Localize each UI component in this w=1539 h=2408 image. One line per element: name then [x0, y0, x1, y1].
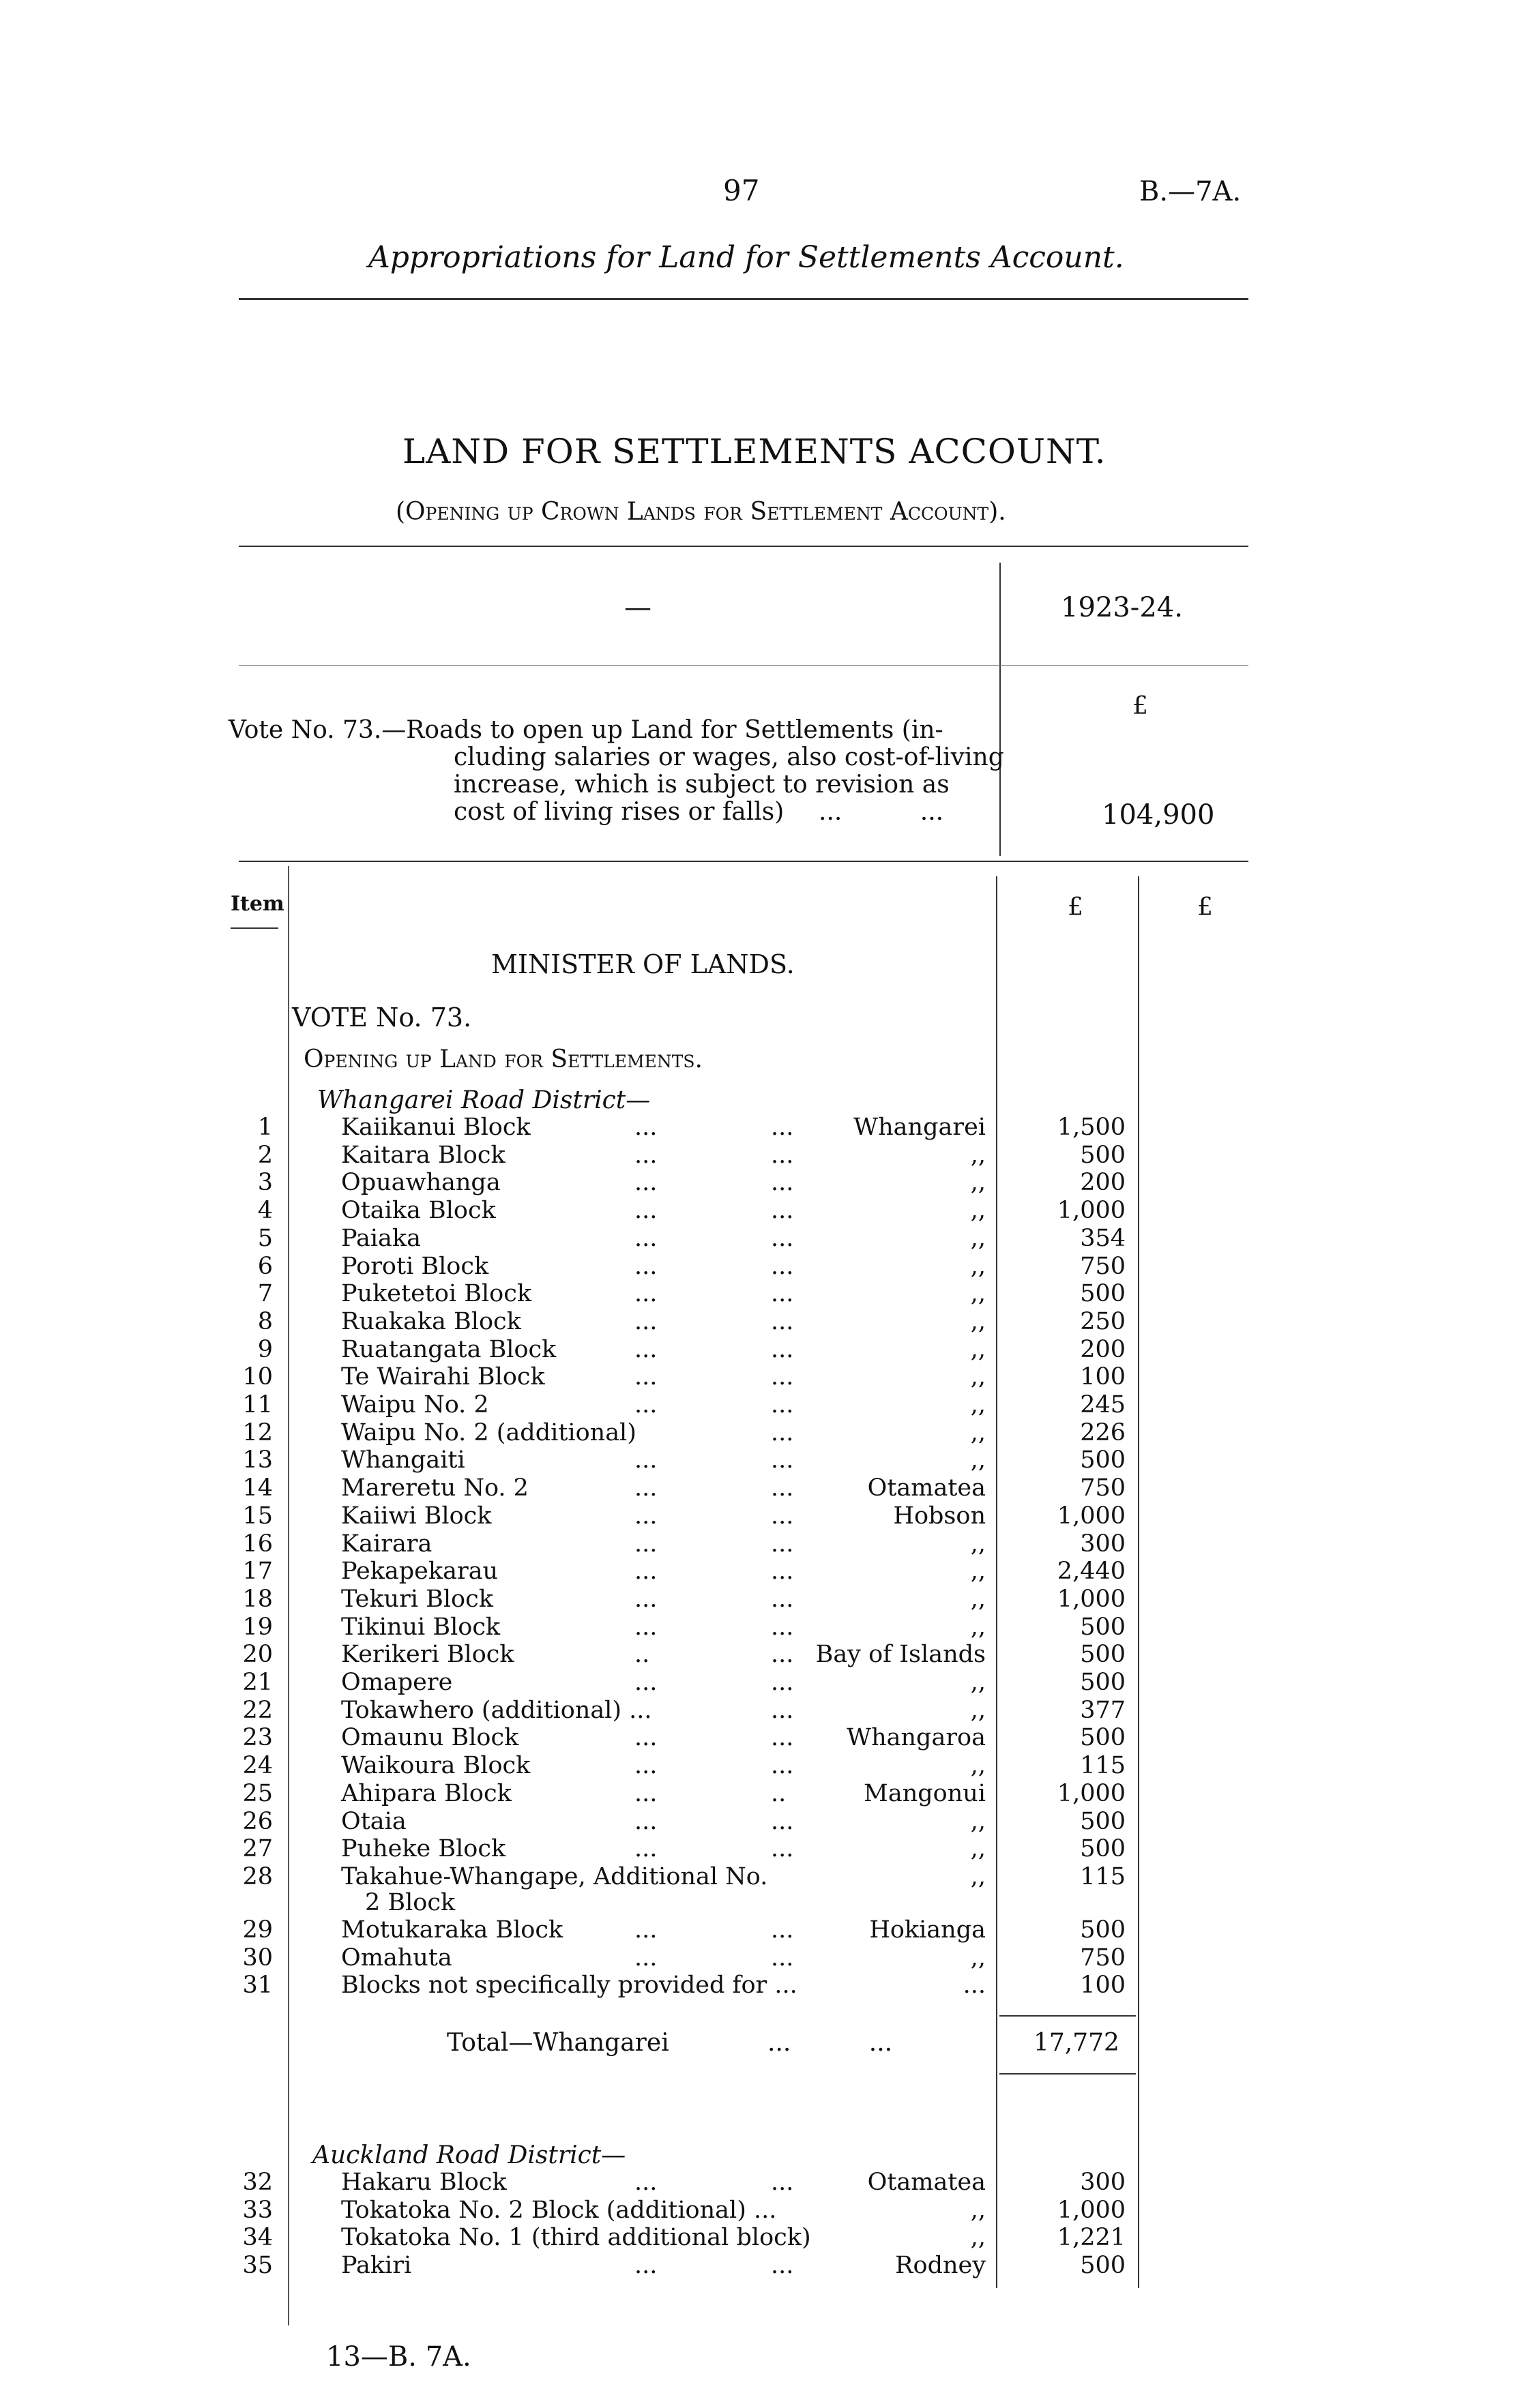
item-number: 31	[242, 1972, 273, 2000]
leader-dots: ...	[771, 1252, 794, 1280]
item-number: 26	[242, 1807, 273, 1835]
item-header-underline	[231, 927, 278, 929]
running-title: Appropriations for Land for Settlements Account.	[368, 240, 1124, 275]
county-name: ,,	[970, 1307, 986, 1335]
district-heading-whangarei: Whangarei Road District—	[317, 1086, 651, 1114]
leader-dots: ...	[634, 1363, 658, 1391]
amount: 500	[1080, 1807, 1126, 1835]
county-name: ,,	[970, 1835, 986, 1863]
block-name: Te Wairahi Block	[341, 1363, 545, 1391]
leader-dots: ...	[771, 1114, 794, 1141]
county-name: Rodney	[895, 2252, 986, 2280]
leader-dots: ...	[771, 1224, 794, 1252]
block-name: Omaunu Block	[341, 1724, 519, 1752]
item-number: 11	[242, 1391, 273, 1418]
block-name: Ruakaka Block	[341, 1307, 521, 1335]
vote-currency: £	[1132, 692, 1148, 720]
item-column-divider	[288, 866, 289, 2325]
leader-dots: ...	[771, 1502, 794, 1530]
leader-dots: ...	[634, 1335, 658, 1363]
leader-dots: ...	[771, 1669, 794, 1696]
leader-dots: ...	[634, 1752, 658, 1780]
item-column-header: Item	[231, 892, 284, 916]
leader-dots: ...	[634, 2252, 658, 2280]
leader-dots: ...	[771, 1696, 794, 1724]
county-name: ,,	[970, 1807, 986, 1835]
leader-dots: ...	[771, 1363, 794, 1391]
item-number: 6	[257, 1252, 273, 1280]
item-number: 10	[242, 1363, 273, 1391]
footer-signature-text: 13—B. 7A.	[326, 2341, 471, 2373]
county-name: ,,	[970, 1391, 986, 1418]
county-name: ,,	[970, 1530, 986, 1558]
amount: 200	[1080, 1169, 1126, 1197]
leader-dots: ...	[771, 1418, 794, 1446]
block-name: Tokatoka No. 1 (third additional block)	[341, 2224, 811, 2252]
item-number: 34	[242, 2224, 273, 2252]
account-rule-bottom	[239, 861, 1248, 862]
block-name: Paiaka	[341, 1224, 421, 1252]
leader-dots: ...	[634, 1558, 658, 1586]
vote-heading: VOTE No. 73.	[292, 1002, 472, 1032]
item-number: 7	[257, 1280, 273, 1308]
item-number: 13	[242, 1446, 273, 1474]
item-number: 4	[257, 1197, 273, 1225]
county-name: ,,	[970, 2224, 986, 2252]
leader-dots: ...	[771, 1474, 794, 1502]
item-number: 22	[242, 1696, 273, 1724]
amount: 750	[1080, 1252, 1126, 1280]
account-rule-top	[239, 546, 1248, 547]
leader-dots: ...	[771, 1585, 794, 1613]
county-name: ,,	[970, 1862, 986, 1890]
county-name: Whangaroa	[847, 1724, 986, 1752]
county-name: ,,	[970, 1280, 986, 1308]
block-name: Blocks not specifically provided for ...	[341, 1972, 797, 2000]
row28-continuation: 2 Block	[365, 1889, 456, 1916]
col1-currency: £	[1068, 893, 1083, 921]
leader-dots: ...	[634, 1585, 658, 1613]
item-number: 30	[242, 1944, 273, 1972]
amount: 200	[1080, 1335, 1126, 1363]
amount: 500	[1080, 2252, 1126, 2280]
item-number: 16	[242, 1530, 273, 1558]
amount: 500	[1080, 1446, 1126, 1474]
leader-dots: ...	[634, 1224, 658, 1252]
county-name: ,,	[970, 1197, 986, 1225]
item-number: 20	[242, 1641, 273, 1669]
amount: 1,000	[1057, 1585, 1126, 1613]
item-number: 21	[242, 1669, 273, 1696]
leader-dots: ...	[771, 1141, 794, 1169]
header-rule	[239, 298, 1248, 300]
leader-dots: ...	[634, 1779, 658, 1807]
county-name: ,,	[970, 1224, 986, 1252]
leader-dots: ...	[771, 1641, 794, 1669]
amount: 1,000	[1057, 1502, 1126, 1530]
leader-dots: ...	[634, 1114, 658, 1141]
block-name: Pakiri	[341, 2252, 412, 2280]
county-name: Mangonui	[864, 1779, 986, 1807]
item-number: 17	[242, 1558, 273, 1586]
block-name: Tekuri Block	[341, 1585, 493, 1613]
block-name: Omapere	[341, 1669, 453, 1696]
block-name: Waipu No. 2	[341, 1391, 489, 1418]
leader-dots: ...	[634, 1916, 658, 1944]
leader-dots: ..	[634, 1641, 650, 1669]
item-number: 24	[242, 1752, 273, 1780]
leader-dots: ...	[771, 1944, 794, 1972]
leader-dots: ...	[634, 1530, 658, 1558]
amount: 500	[1080, 1280, 1126, 1308]
block-name: Puketetoi Block	[341, 1280, 532, 1308]
header-dash: —	[624, 592, 651, 623]
leader-dots: ...	[771, 1530, 794, 1558]
block-name: Kairara	[341, 1530, 433, 1558]
leader-dots: ...	[634, 1391, 658, 1418]
item-number: 9	[257, 1335, 273, 1363]
leader-dots: ...	[771, 1752, 794, 1780]
vote-description-line2: cluding salaries or wages, also cost-of-living	[454, 743, 1004, 771]
block-name: Kaiikanui Block	[341, 1114, 531, 1141]
year-column-divider	[999, 563, 1001, 856]
county-name: Bay of Islands	[815, 1641, 986, 1669]
county-name: ,,	[970, 1669, 986, 1696]
leader-dots: ...	[771, 1916, 794, 1944]
block-name: Kaiiwi Block	[341, 1502, 492, 1530]
block-name: Otaika Block	[341, 1197, 496, 1225]
amount: 1,000	[1057, 1779, 1126, 1807]
amount: 245	[1080, 1391, 1126, 1418]
item-number: 25	[242, 1779, 273, 1807]
amount: 354	[1080, 1224, 1126, 1252]
amount: 500	[1080, 1724, 1126, 1752]
block-name: Hakaru Block	[341, 2169, 507, 2196]
amount: 377	[1080, 1696, 1126, 1724]
county-name: ,,	[970, 1169, 986, 1197]
block-name: Takahue-Whangape, Additional No.	[341, 1862, 768, 1890]
leader-dots: ...	[771, 1280, 794, 1308]
leader-dots: ...	[634, 1944, 658, 1972]
item-number: 18	[242, 1585, 273, 1613]
page-number: 97	[723, 174, 760, 207]
item-number: 33	[242, 2196, 273, 2224]
block-name: Puheke Block	[341, 1835, 506, 1863]
item-number: 27	[242, 1835, 273, 1863]
amount: 500	[1080, 1613, 1126, 1641]
county-name: Otamatea	[867, 2169, 986, 2196]
block-name: Tokawhero (additional) ...	[341, 1696, 652, 1724]
county-name: ,,	[970, 1613, 986, 1641]
amount: 1,000	[1057, 1197, 1126, 1225]
total-label: Total—Whangarei	[447, 2029, 669, 2057]
item-number: 32	[242, 2169, 273, 2196]
leader-dots: ..	[771, 1779, 787, 1807]
block-name: Kerikeri Block	[341, 1641, 514, 1669]
total-amount: 17,772	[1034, 2029, 1119, 2057]
section-heading: Opening up Land for Settlements.	[304, 1045, 703, 1073]
document-ref: B.—7A.	[1139, 176, 1242, 207]
item-number: 23	[242, 1724, 273, 1752]
leader-dots: ...	[634, 1280, 658, 1308]
amount: 500	[1080, 1916, 1126, 1944]
block-name: Poroti Block	[341, 1252, 489, 1280]
county-name: Otamatea	[867, 1474, 986, 1502]
amount: 100	[1080, 1972, 1126, 2000]
leader-dots: ...	[771, 2169, 794, 2196]
leader-dots: ...	[634, 1807, 658, 1835]
leader-dots: ...	[634, 1446, 658, 1474]
leader-dots: ...	[634, 1502, 658, 1530]
col2-currency: £	[1197, 893, 1213, 921]
leader-dots: ...	[634, 2169, 658, 2196]
block-name: Waikoura Block	[341, 1752, 531, 1780]
amount: 1,500	[1057, 1114, 1126, 1141]
block-name: Tokatoka No. 2 Block (additional) ...	[341, 2196, 777, 2224]
county-name: ,,	[970, 1141, 986, 1169]
leader-dots: ...	[771, 1558, 794, 1586]
county-name: ,,	[970, 2196, 986, 2224]
block-name: Waipu No. 2 (additional)	[341, 1418, 636, 1446]
account-title: LAND FOR SETTLEMENTS ACCOUNT.	[402, 432, 1106, 471]
amount: 500	[1080, 1669, 1126, 1696]
leader-dots: ...	[634, 1252, 658, 1280]
vote-amount: 104,900	[1102, 799, 1215, 831]
block-name: Ruatangata Block	[341, 1335, 557, 1363]
leader-dots: ...	[634, 1197, 658, 1225]
amount: 300	[1080, 1530, 1126, 1558]
block-name: Mareretu No. 2	[341, 1474, 529, 1502]
year-header: 1923-24.	[1061, 592, 1183, 623]
leader-dots: ...	[771, 2252, 794, 2280]
county-name: ,,	[970, 1363, 986, 1391]
vote-description-line1: Vote No. 73.—Roads to open up Land for Settlements (in-	[229, 716, 943, 744]
amount: 1,221	[1057, 2224, 1126, 2252]
leader-dots: ...	[771, 1197, 794, 1225]
account-rule-mid	[239, 665, 1248, 666]
item-number: 35	[242, 2252, 273, 2280]
leader-dots: ...	[771, 1446, 794, 1474]
vote-description-line3: increase, which is subject to revision as	[454, 771, 950, 799]
total-bottom-rule	[999, 2073, 1136, 2075]
block-name: Opuawhanga	[341, 1169, 501, 1197]
item-number: 29	[242, 1916, 273, 1944]
block-name: Motukaraka Block	[341, 1916, 563, 1944]
item-number: 14	[242, 1474, 273, 1502]
item-number: 3	[257, 1169, 273, 1197]
leader-dots: ...	[634, 1141, 658, 1169]
district-heading-auckland: Auckland Road District—	[312, 2141, 626, 2169]
amount: 250	[1080, 1307, 1126, 1335]
leader-dots: ...	[634, 1724, 658, 1752]
leader-dots: ...	[634, 1169, 658, 1197]
leader-dots: ...	[771, 1835, 794, 1863]
block-name: Whangaiti	[341, 1446, 465, 1474]
county-name: ,,	[970, 1252, 986, 1280]
amount-right-divider	[1138, 876, 1139, 2288]
leader-dots: ...	[634, 1669, 658, 1696]
account-subtitle: (Opening up Crown Lands for Settlement Account).	[396, 498, 1006, 526]
amount: 100	[1080, 1363, 1126, 1391]
amount: 750	[1080, 1474, 1126, 1502]
total-dots: ... ...	[767, 2029, 893, 2057]
item-number: 5	[257, 1224, 273, 1252]
amount-left-divider	[996, 876, 997, 2288]
amount: 300	[1080, 2169, 1126, 2196]
county-name: ,,	[970, 1335, 986, 1363]
amount: 750	[1080, 1944, 1126, 1972]
county-name: Hobson	[893, 1502, 986, 1530]
county-name: ...	[963, 1972, 986, 2000]
county-name: ,,	[970, 1418, 986, 1446]
item-number: 15	[242, 1502, 273, 1530]
amount: 1,000	[1057, 2196, 1126, 2224]
leader-dots: ...	[634, 1613, 658, 1641]
item-number: 28	[242, 1862, 273, 1890]
leader-dots: ...	[634, 1835, 658, 1863]
vote-description-line4: cost of living rises or falls)	[454, 798, 785, 826]
leader-dots: ...	[771, 1724, 794, 1752]
leader-dots: ...	[771, 1613, 794, 1641]
county-name: Whangarei	[853, 1114, 986, 1141]
leader-dots: ...	[634, 1307, 658, 1335]
item-number: 1	[257, 1114, 273, 1141]
county-name: ,,	[970, 1446, 986, 1474]
leader-dots: ...	[634, 1474, 658, 1502]
county-name: ,,	[970, 1696, 986, 1724]
county-name: ,,	[970, 1585, 986, 1613]
amount: 500	[1080, 1141, 1126, 1169]
amount: 226	[1080, 1418, 1126, 1446]
amount: 2,440	[1057, 1558, 1126, 1586]
block-name: Pekapekarau	[341, 1558, 499, 1586]
amount: 115	[1080, 1862, 1126, 1890]
block-name: Tikinui Block	[341, 1613, 501, 1641]
county-name: ,,	[970, 1752, 986, 1780]
block-name: Kaitara Block	[341, 1141, 505, 1169]
total-top-rule	[999, 2015, 1136, 2017]
leader-dots: ...	[771, 1307, 794, 1335]
amount: 115	[1080, 1752, 1126, 1780]
leader-dots: ...	[771, 1335, 794, 1363]
block-name: Otaia	[341, 1807, 407, 1835]
county-name: Hokianga	[869, 1916, 986, 1944]
minister-heading: MINISTER OF LANDS.	[491, 949, 795, 979]
amount: 500	[1080, 1835, 1126, 1863]
item-number: 19	[242, 1613, 273, 1641]
vote-dots: ... ...	[819, 798, 944, 826]
amount: 500	[1080, 1641, 1126, 1669]
item-number: 2	[257, 1141, 273, 1169]
leader-dots: ...	[771, 1169, 794, 1197]
block-name: Ahipara Block	[341, 1779, 512, 1807]
item-number: 8	[257, 1307, 273, 1335]
item-number: 12	[242, 1418, 273, 1446]
leader-dots: ...	[771, 1391, 794, 1418]
block-name: Omahuta	[341, 1944, 452, 1972]
county-name: ,,	[970, 1944, 986, 1972]
leader-dots: ...	[771, 1807, 794, 1835]
county-name: ,,	[970, 1558, 986, 1586]
